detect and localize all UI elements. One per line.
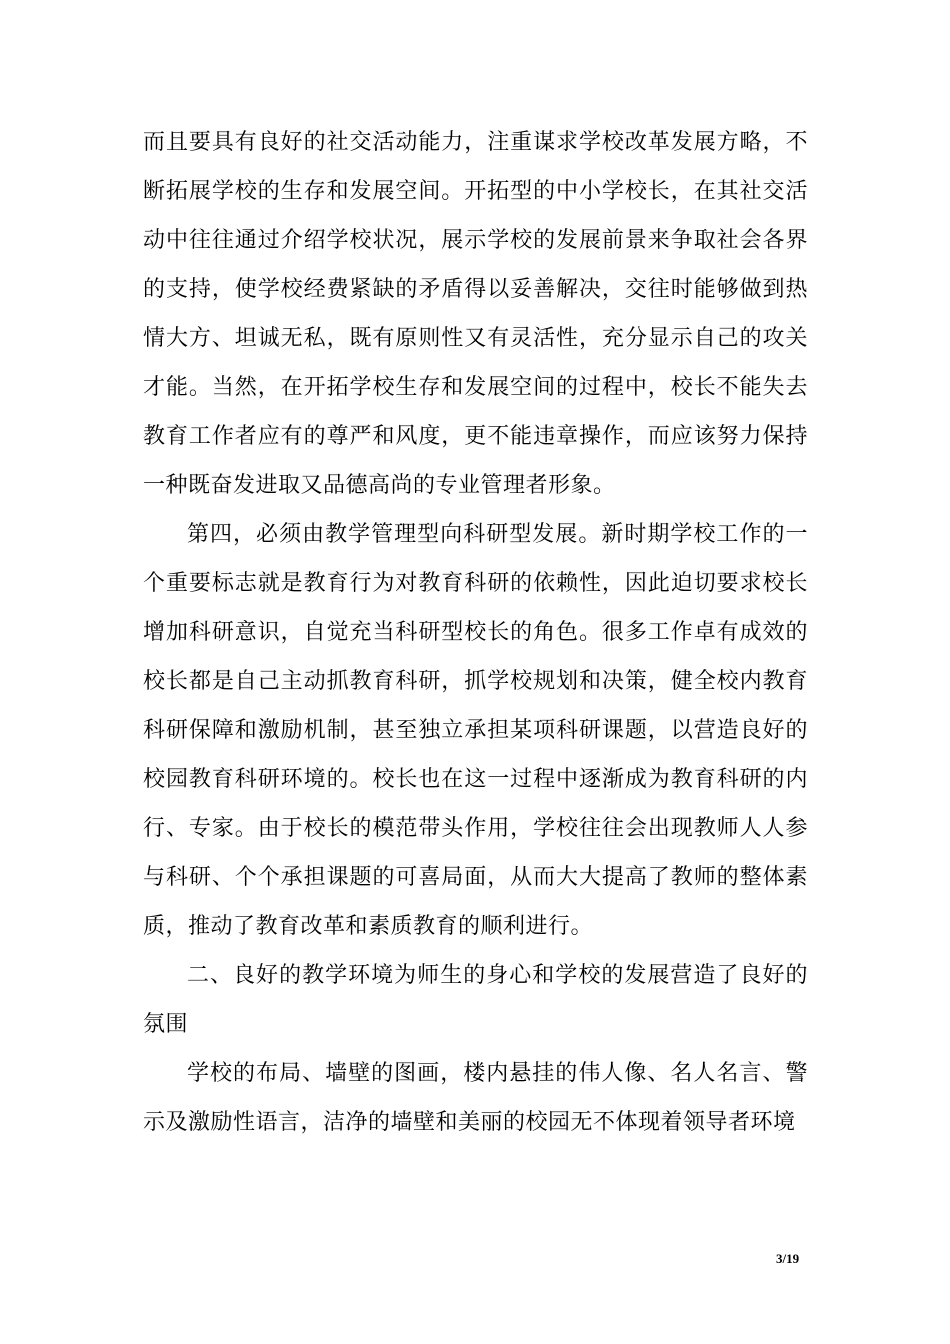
paragraph-1: 而且要具有良好的社交活动能力，注重谋求学校改革发展方略，不断拓展学校的生存和发展空间。开拓型的中小学校长，在其社交活动中往往通过介绍学校状况，展示学校的发展前景来争取社会各界的支持，使学校经费紧缺的矛盾得以妥善解决，交往时能够做到热情大方、坦诚无私，既有原则性又有灵活性，充分显示自己的攻关才能。当然，在开拓学校生存和发展空间的过程中，校长不能失去教育工作者应有的尊严和风度，更不能违章操作，而应该努力保持一种既奋发进取又品德高尚的专业管理者形象。	[143, 130, 808, 498]
page-number: 3/19	[776, 1251, 800, 1266]
paragraph-4: 学校的布局、墙壁的图画，楼内悬挂的伟人像、名人名言、警示及激励性语言，洁净的墙壁和美丽的校园无不体现着领导者环境	[143, 1061, 808, 1135]
paragraph-3-heading: 二、良好的教学环境为师生的身心和学校的发展营造了良好的氛围	[143, 963, 808, 1037]
body-text	[143, 118, 808, 1147]
paragraph-2: 第四，必须由教学管理型向科研型发展。新时期学校工作的一个重要标志就是教育行为对教育科研的依赖性，因此迫切要求校长增加科研意识，自觉充当科研型校长的角色。很多工作卓有成效的校长都是自己主动抓教育科研，抓学校规划和决策，健全校内教育科研保障和激励机制，甚至独立承担某项科研课题，以营造良好的校园教育科研环境的。校长也在这一过程中逐渐成为教育科研的内行、专家。由于校长的模范带头作用，学校往往会出现教师人人参与科研、个个承担课题的可喜局面，从而大大提高了教师的整体素质，推动了教育改革和素质教育的顺利进行。	[143, 522, 808, 939]
